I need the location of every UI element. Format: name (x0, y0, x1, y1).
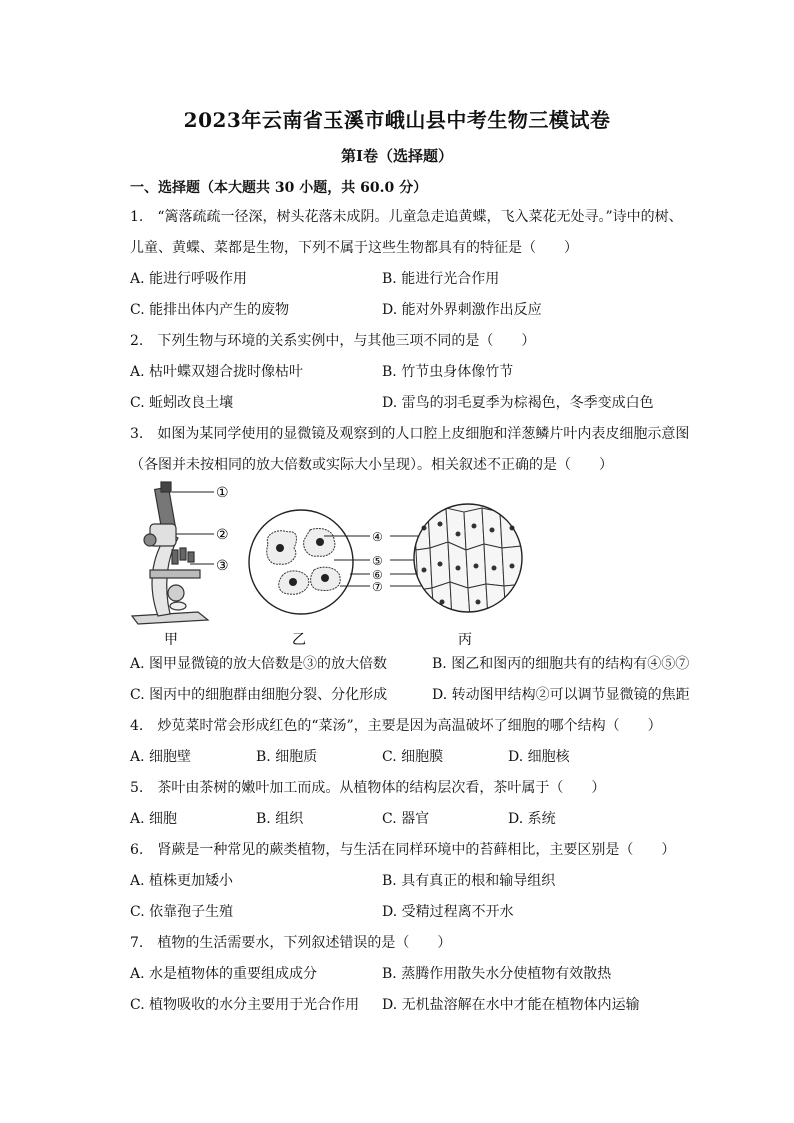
caption-jia: 甲 (164, 632, 178, 648)
label-5: ⑤ (372, 554, 383, 568)
q6-option-d: D. 受精过程离不开水 (382, 904, 514, 920)
q2-option-d: D. 雷鸟的羽毛夏季为棕褐色，冬季变成白色 (382, 395, 654, 411)
microscope-illustration (132, 482, 208, 624)
section-subtitle: 第Ⅰ卷（选择题） (340, 147, 454, 165)
label-4: ④ (372, 530, 383, 544)
q3-option-d: D. 转动图甲结构②可以调节显微镜的焦距 (432, 687, 690, 703)
label-2: ② (216, 527, 229, 543)
question-4-line-1: 4. 炒苋菜时常会形成红色的“菜汤”，主要是因为高温破坏了细胞的哪个结构（ ） (130, 718, 662, 734)
q5-option-c: C. 器官 (382, 811, 430, 827)
q5-option-b: B. 组织 (256, 811, 304, 827)
question-1-line-1: 1. “篱落疏疏一径深，树头花落未成阴。儿童急走追黄蝶，飞入菜花无处寻。”诗中的树、 (130, 209, 683, 225)
q2-option-c: C. 蚯蚓改良土壤 (130, 395, 234, 411)
q1-option-d: D. 能对外界刺激作出反应 (382, 302, 542, 318)
q3-option-b: B. 图乙和图丙的细胞共有的结构有④⑤⑦ (432, 656, 690, 672)
q7-option-a: A. 水是植物体的重要组成成分 (130, 966, 318, 982)
question-7-line-1: 7. 植物的生活需要水，下列叙述错误的是（ ） (130, 935, 452, 951)
label-6: ⑥ (372, 568, 383, 582)
question-6-line-1: 6. 肾蕨是一种常见的蕨类植物，与生活在同样环境中的苔藓相比，主要区别是（ ） (130, 842, 676, 858)
q7-option-c: C. 植物吸收的水分主要用于光合作用 (130, 997, 360, 1013)
q4-option-d: D. 细胞核 (508, 749, 570, 765)
question-1-line-2: 儿童、黄蝶、菜都是生物，下列不属于这些生物都具有的特征是（ ） (130, 240, 578, 256)
q3-option-c: C. 图丙中的细胞群由细胞分裂、分化形成 (130, 687, 388, 703)
q2-option-b: B. 竹节虫身体像竹节 (382, 364, 514, 380)
cheek-cells-illustration (249, 510, 353, 614)
label-1: ① (216, 485, 229, 501)
q4-option-c: C. 细胞膜 (382, 749, 444, 765)
onion-cells-illustration (410, 502, 530, 618)
page-title: 2023年云南省玉溪市峨山县中考生物三模试卷 (183, 108, 611, 132)
question-5-line-1: 5. 茶叶由茶树的嫩叶加工而成。从植物体的结构层次看，茶叶属于（ ） (130, 780, 606, 796)
label-3: ③ (216, 558, 229, 574)
q7-option-b: B. 蒸腾作用散失水分使植物有效散热 (382, 966, 612, 982)
q7-option-d: D. 无机盐溶解在水中才能在植物体内运输 (382, 997, 640, 1013)
label-7: ⑦ (372, 580, 383, 594)
q2-option-a: A. 枯叶蝶双翅合拢时像枯叶 (130, 364, 304, 380)
q4-option-b: B. 细胞质 (256, 749, 318, 765)
question-3-line-2: （各图并未按相同的放大倍数或实际大小呈现）。相关叙述不正确的是（ ） (130, 457, 613, 473)
caption-yi: 乙 (292, 632, 306, 648)
q1-option-c: C. 能排出体内产生的废物 (130, 302, 290, 318)
microscope-cells-diagram (128, 478, 688, 653)
question-2-line-1: 2. 下列生物与环境的关系实例中，与其他三项不同的是（ ） (130, 333, 536, 349)
q1-option-a: A. 能进行呼吸作用 (130, 271, 248, 287)
question-3-line-1: 3. 如图为某同学使用的显微镜及观察到的人口腔上皮细胞和洋葱鳞片叶内表皮细胞示意图 (130, 426, 690, 442)
q5-option-d: D. 系统 (508, 811, 556, 827)
q6-option-b: B. 具有真正的根和输导组织 (382, 873, 556, 889)
question-3-figure (128, 478, 688, 653)
q6-option-a: A. 植株更加矮小 (130, 873, 234, 889)
q3-option-a: A. 图甲显微镜的放大倍数是③的放大倍数 (130, 656, 388, 672)
q6-option-c: C. 依靠孢子生殖 (130, 904, 234, 920)
caption-bing: 丙 (458, 632, 472, 648)
q4-option-a: A. 细胞壁 (130, 749, 192, 765)
q5-option-a: A. 细胞 (130, 811, 178, 827)
section-heading: 一、选择题（本大题共 30 小题，共 60.0 分） (130, 180, 428, 196)
q1-option-b: B. 能进行光合作用 (382, 271, 500, 287)
